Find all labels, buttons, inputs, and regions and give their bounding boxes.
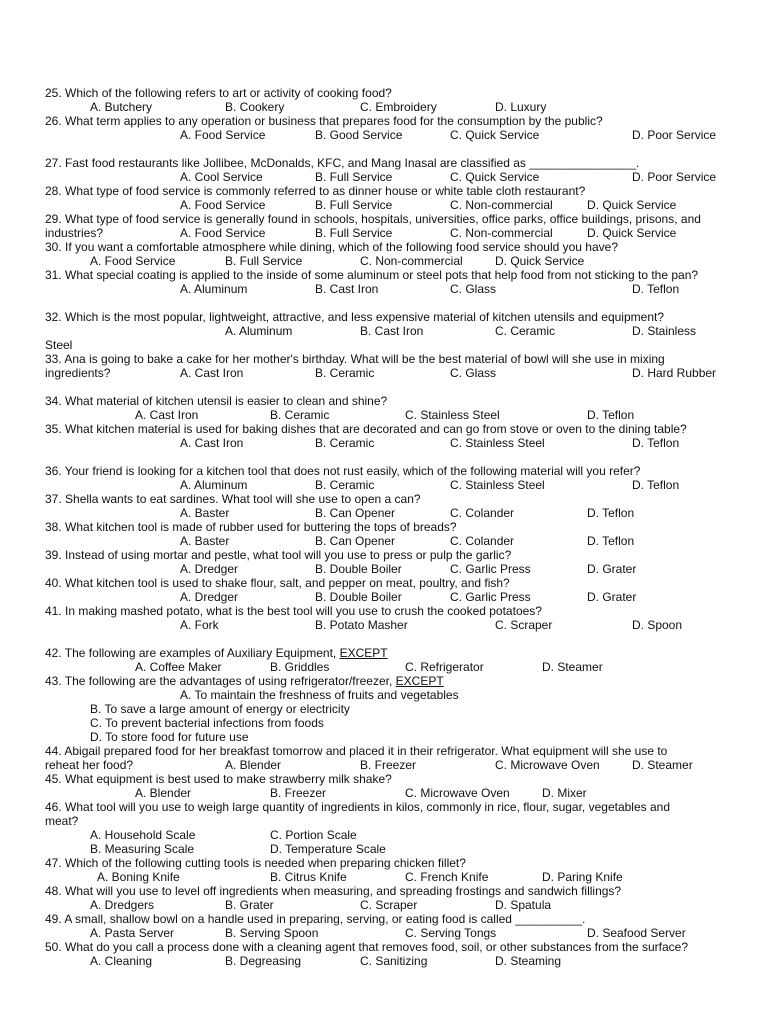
question-49-options xyxy=(45,926,735,940)
option-b: B. Can Opener xyxy=(315,506,396,520)
question-45-options xyxy=(45,786,735,800)
option-c: C. Colander xyxy=(450,506,515,520)
question-37-options xyxy=(45,506,735,520)
question-stem-text: 38. What kitchen tool is made of rubber used for buttering the tops of breads? xyxy=(45,520,457,534)
option-b: B. Citrus Knife xyxy=(270,870,347,884)
option-b: B. Full Service xyxy=(315,170,393,184)
question-stem-text: 48. What will you use to level off ingredients when measuring, and spreading frostings and sandwich fillings? xyxy=(45,884,622,898)
option-d: D. Teflon xyxy=(587,506,635,520)
question-36-options xyxy=(45,478,735,492)
option-d xyxy=(45,730,735,744)
question-stem-text: 45. What equipment is best used to make strawberry milk shake? xyxy=(45,772,392,786)
question-35-stem xyxy=(45,422,735,436)
option-d: D. Seafood Server xyxy=(587,926,686,940)
option-a: A. Food Service xyxy=(90,254,176,268)
option-b: B. Degreasing xyxy=(225,954,302,968)
question-list xyxy=(45,86,735,968)
option-d: D. Quick Service xyxy=(587,226,677,240)
option-d: D. Teflon xyxy=(587,408,635,422)
option-b: B. Serving Spoon xyxy=(225,926,319,940)
option-c: C. Refrigerator xyxy=(405,660,484,674)
question-44-stem xyxy=(45,744,735,758)
question-35-options xyxy=(45,436,735,450)
option-a: A. Household Scale xyxy=(90,828,196,842)
option-c: C. Non-commercial xyxy=(450,226,553,240)
option-d: D. Teflon xyxy=(632,436,680,450)
spacer xyxy=(45,450,735,464)
option-a: A. Cleaning xyxy=(90,954,153,968)
option-c: C. Microwave Oven xyxy=(495,758,600,772)
option-c: C. Garlic Press xyxy=(450,590,531,604)
option-b: B. Full Service xyxy=(315,198,393,212)
question-stem-continuation: industries? xyxy=(45,226,104,240)
option-a: A. Boning Knife xyxy=(97,870,180,884)
option-c: C. Scraper xyxy=(495,618,553,632)
option-c: C. Sanitizing xyxy=(360,954,428,968)
option-b: B. Cookery xyxy=(225,100,285,114)
option-b: B. Potato Masher xyxy=(315,618,408,632)
question-stem-text: 50. What do you call a process done with a cleaning agent that removes food, soil, or other substances from the surface? xyxy=(45,940,689,954)
option-a: A. Fork xyxy=(180,618,219,632)
option-c: C. Embroidery xyxy=(360,100,437,114)
question-27-stem xyxy=(45,156,735,170)
question-38-options xyxy=(45,534,735,548)
option-a: A. Food Service xyxy=(180,128,266,142)
question-31-options xyxy=(45,282,735,296)
option-b: B. Ceramic xyxy=(315,436,375,450)
option-d: D. Quick Service xyxy=(495,254,585,268)
question-stem-text: 31. What special coating is applied to the inside of some aluminum or steel pots that help food from not sticking to the pan? xyxy=(45,268,699,282)
question-stem-text: 28. What type of food service is commonly referred to as dinner house or white table cloth restaurant? xyxy=(45,184,586,198)
option-c: C. French Knife xyxy=(405,870,489,884)
option-text: B. To save a large amount of energy or electricity xyxy=(90,702,350,716)
question-48-stem xyxy=(45,884,735,898)
spacer xyxy=(45,296,735,310)
question-32-options xyxy=(45,324,735,338)
question-46-options-row xyxy=(45,828,735,842)
option-a: A. Aluminum xyxy=(180,282,248,296)
option-d: D. Paring Knife xyxy=(542,870,623,884)
question-50-options xyxy=(45,954,735,968)
question-40-stem xyxy=(45,576,735,590)
question-40-options xyxy=(45,590,735,604)
question-27-options xyxy=(45,170,735,184)
question-stem-continuation: reheat her food? xyxy=(45,758,134,772)
option-c: C. Microwave Oven xyxy=(405,786,510,800)
option-b: B. Full Service xyxy=(225,254,303,268)
question-stem-text: 32. Which is the most popular, lightweight, attractive, and less expensive material of kitchen utensils and equipment? xyxy=(45,310,665,324)
option-d: D. Spoon xyxy=(632,618,683,632)
question-stem-text: 43. The following are the advantages of using refrigerator/freezer, xyxy=(45,674,396,688)
question-30-options xyxy=(45,254,735,268)
question-25-options xyxy=(45,100,735,114)
question-stem-text: 30. If you want a comfortable atmosphere while dining, which of the following food service should you have? xyxy=(45,240,618,254)
question-47-stem xyxy=(45,856,735,870)
question-stem-text: 49. A small, shallow bowl on a handle used in preparing, serving, or eating food is called __________. xyxy=(45,912,586,926)
option-c: C. Ceramic xyxy=(495,324,556,338)
option-d: D. Temperature Scale xyxy=(270,842,386,856)
option-c: C. Portion Scale xyxy=(270,828,357,842)
question-stem-text: 41. In making mashed potato, what is the best tool will you use to crush the cooked potatoes? xyxy=(45,604,542,618)
question-stem-text: 46. What tool will you use to weigh large quantity of ingredients in kilos, commonly in rice, flour, sugar, vegetables and xyxy=(45,800,671,814)
question-33-options xyxy=(45,366,735,380)
option-a: A. Cast Iron xyxy=(135,408,199,422)
option-b: B. Double Boiler xyxy=(315,590,402,604)
option-c: C. Stainless Steel xyxy=(450,478,545,492)
option-d: D. Grater xyxy=(587,562,637,576)
option-a: A. Dredger xyxy=(180,562,239,576)
option-a: A. Dredgers xyxy=(90,898,155,912)
question-stem-text: 35. What kitchen material is used for baking dishes that are decorated and can go from stove or oven to the dining table? xyxy=(45,422,687,436)
spacer xyxy=(45,380,735,394)
question-stem-continuation: meat? xyxy=(45,814,79,828)
option-d: D. Steamer xyxy=(542,660,603,674)
question-stem-text: 27. Fast food restaurants like Jollibee, McDonalds, KFC, and Mang Inasal are classified as ________________. xyxy=(45,156,640,170)
question-option-wrap: Steel xyxy=(45,338,73,352)
option-a: A. Butchery xyxy=(90,100,153,114)
question-32-stem xyxy=(45,310,735,324)
option-b: B. Measuring Scale xyxy=(90,842,195,856)
option-a: A. Cool Service xyxy=(180,170,263,184)
question-34-options xyxy=(45,408,735,422)
question-stem-text: 25. Which of the following refers to art or activity of cooking food? xyxy=(45,86,392,100)
option-d: D. Luxury xyxy=(495,100,547,114)
question-28-stem xyxy=(45,184,735,198)
option-d: D. Grater xyxy=(587,590,637,604)
option-c: C. Non-commercial xyxy=(360,254,463,268)
option-b: B. Good Service xyxy=(315,128,403,142)
option-d: D. Spatula xyxy=(495,898,552,912)
option-c: C. Scraper xyxy=(360,898,418,912)
option-d: D. Teflon xyxy=(587,534,635,548)
option-b: B. Ceramic xyxy=(315,366,375,380)
question-42-options xyxy=(45,660,735,674)
option-d: D. Teflon xyxy=(632,282,680,296)
option-d: D. Steaming xyxy=(495,954,562,968)
option-b: B. Can Opener xyxy=(315,534,396,548)
question-41-stem xyxy=(45,604,735,618)
option-a: A. Food Service xyxy=(180,198,266,212)
option-b: B. Ceramic xyxy=(270,408,330,422)
question-stem-text: 33. Ana is going to bake a cake for her mother's birthday. What will be the best material of bowl will she use in mixing xyxy=(45,352,665,366)
question-39-stem xyxy=(45,548,735,562)
option-d: D. Steamer xyxy=(632,758,693,772)
question-36-stem xyxy=(45,464,735,478)
option-a: A. Pasta Server xyxy=(90,926,175,940)
option-b: B. Double Boiler xyxy=(315,562,402,576)
option-c: C. Non-commercial xyxy=(450,198,553,212)
question-29-options xyxy=(45,226,735,240)
question-49-stem xyxy=(45,912,735,926)
option-a: A. Coffee Maker xyxy=(135,660,222,674)
question-stem-text: 29. What type of food service is generally found in schools, hospitals, universities, office parks, office buildings, prisons, and xyxy=(45,212,701,226)
question-stem-text: 34. What material of kitchen utensil is easier to clean and shine? xyxy=(45,394,388,408)
option-b: B. Freezer xyxy=(360,758,417,772)
question-stem-text: 39. Instead of using mortar and pestle, what tool will you use to press or pulp the garlic? xyxy=(45,548,512,562)
question-48-options xyxy=(45,898,735,912)
option-c xyxy=(45,716,735,730)
option-a: A. Blender xyxy=(135,786,192,800)
question-46-options-row xyxy=(45,842,735,856)
question-37-stem xyxy=(45,492,735,506)
question-stem-text: 36. Your friend is looking for a kitchen tool that does not rust easily, which of the following material will you refer? xyxy=(45,464,641,478)
option-text: C. To prevent bacterial infections from foods xyxy=(90,716,324,730)
question-stem-text: 44. Abigail prepared food for her breakfast tomorrow and placed it in their refrigerator. What equipment will she use to xyxy=(45,744,668,758)
spacer xyxy=(45,632,735,646)
option-d: D. Stainless xyxy=(632,324,697,338)
option-c: C. Quick Service xyxy=(450,170,540,184)
question-stem-text: 26. What term applies to any operation or business that prepares food for the consumption by the public? xyxy=(45,114,603,128)
option-b: B. Griddles xyxy=(270,660,330,674)
option-d: D. Mixer xyxy=(542,786,587,800)
question-stem-text: 40. What kitchen tool is used to shake flour, salt, and pepper on meat, poultry, and fish? xyxy=(45,576,510,590)
option-text: A. To maintain the freshness of fruits and vegetables xyxy=(180,688,459,702)
question-47-options xyxy=(45,870,735,884)
question-50-stem xyxy=(45,940,735,954)
question-46-stem xyxy=(45,800,735,814)
question-26-stem xyxy=(45,114,735,128)
option-c: C. Glass xyxy=(450,282,497,296)
question-30-stem xyxy=(45,240,735,254)
option-a: A. Dredger xyxy=(180,590,239,604)
option-b: B. Full Service xyxy=(315,226,393,240)
option-text: D. To store food for future use xyxy=(90,730,249,744)
option-b: B. Ceramic xyxy=(315,478,375,492)
question-stem-text: 42. The following are examples of Auxiliary Equipment, xyxy=(45,646,340,660)
question-31-stem xyxy=(45,268,735,282)
question-stem-text: 47. Which of the following cutting tools is needed when preparing chicken fillet? xyxy=(45,856,466,870)
option-a: A. Aluminum xyxy=(180,478,248,492)
spacer xyxy=(45,142,735,156)
question-42-stem xyxy=(45,646,735,660)
option-d: D. Poor Service xyxy=(632,170,717,184)
emphasis-except: EXCEPT xyxy=(339,646,388,660)
option-c: C. Stainless Steel xyxy=(450,436,545,450)
question-41-options xyxy=(45,618,735,632)
option-a: A. Aluminum xyxy=(225,324,293,338)
option-c: C. Colander xyxy=(450,534,515,548)
option-b: B. Cast Iron xyxy=(315,282,379,296)
option-a: A. Cast Iron xyxy=(180,366,244,380)
question-43-stem xyxy=(45,674,735,688)
emphasis-except: EXCEPT xyxy=(395,674,444,688)
question-29-stem xyxy=(45,212,735,226)
option-d: D. Teflon xyxy=(632,478,680,492)
question-38-stem xyxy=(45,520,735,534)
option-b: B. Grater xyxy=(225,898,274,912)
option-a xyxy=(45,688,735,702)
question-26-options xyxy=(45,128,735,142)
option-a: A. Blender xyxy=(225,758,282,772)
option-a: A. Baster xyxy=(180,506,230,520)
question-33-stem xyxy=(45,352,735,366)
option-c: C. Quick Service xyxy=(450,128,540,142)
option-c: C. Serving Tongs xyxy=(405,926,497,940)
option-c: C. Glass xyxy=(450,366,497,380)
option-d: D. Quick Service xyxy=(587,198,677,212)
question-39-options xyxy=(45,562,735,576)
option-b xyxy=(45,702,735,716)
question-stem-text: 37. Shella wants to eat sardines. What tool will she use to open a can? xyxy=(45,492,421,506)
option-d: D. Hard Rubber xyxy=(632,366,717,380)
option-d: D. Poor Service xyxy=(632,128,717,142)
option-a: A. Cast Iron xyxy=(180,436,244,450)
question-45-stem xyxy=(45,772,735,786)
option-a: A. Food Service xyxy=(180,226,266,240)
question-28-options xyxy=(45,198,735,212)
option-b: B. Freezer xyxy=(270,786,327,800)
option-c: C. Stainless Steel xyxy=(405,408,500,422)
question-25-stem xyxy=(45,86,735,100)
option-c: C. Garlic Press xyxy=(450,562,531,576)
question-stem-continuation: ingredients? xyxy=(45,366,111,380)
question-44-options xyxy=(45,758,735,772)
question-34-stem xyxy=(45,394,735,408)
option-b: B. Cast Iron xyxy=(360,324,424,338)
option-a: A. Baster xyxy=(180,534,230,548)
